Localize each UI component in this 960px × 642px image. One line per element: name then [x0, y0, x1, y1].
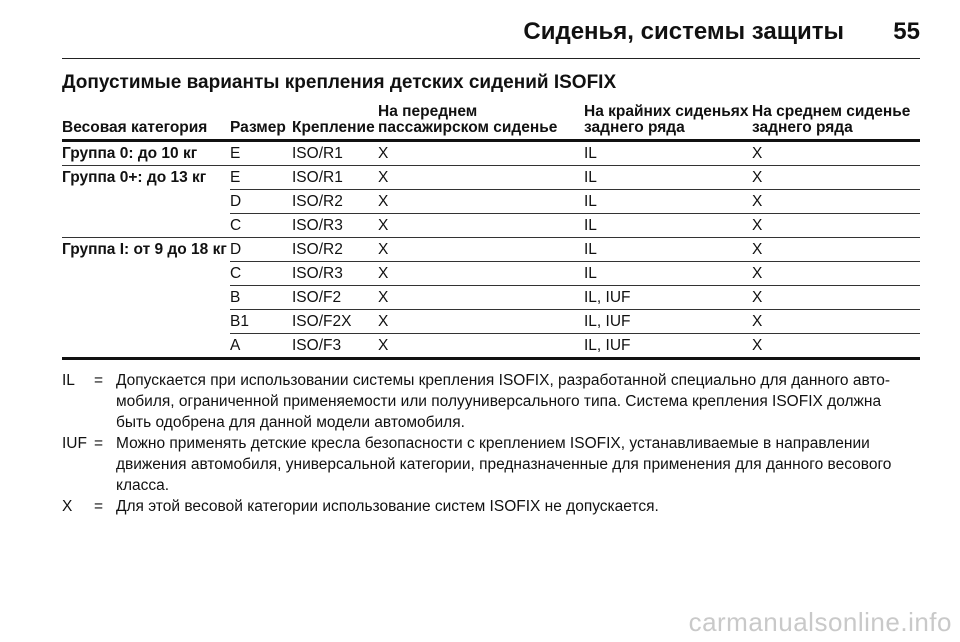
fixture-type: ISO/R2 [292, 190, 378, 214]
fixture-type: ISO/R1 [292, 166, 378, 190]
legend-item-iuf [62, 433, 920, 496]
table-row [62, 141, 920, 166]
fixture-type: ISO/R3 [292, 214, 378, 238]
section-title: Допустимые варианты крепления детских сидений ISOFIX [62, 72, 617, 93]
rear-outer-value: IL, IUF [584, 310, 752, 334]
table-row [62, 238, 920, 262]
rear-outer-value: IL, IUF [584, 334, 752, 359]
legend-description: Для этой весовой категории использование систем ISOFIX не допускается. [116, 498, 659, 515]
rear-outer-value: IL [584, 262, 752, 286]
legend-item-il [62, 370, 920, 433]
column-header-rear-outer: На крайних сиденьях заднего ряда [584, 104, 752, 141]
rear-center-value: X [752, 166, 920, 190]
table-row [62, 262, 920, 286]
legend-term: IL [62, 372, 75, 389]
rear-center-value: X [752, 310, 920, 334]
rear-center-value: X [752, 190, 920, 214]
table-header-row [62, 104, 920, 141]
weight-group [62, 262, 230, 286]
rear-outer-value: IL [584, 214, 752, 238]
column-header-front-seat: На переднем пассажирском сиденье [378, 104, 584, 141]
page-number: 55 [893, 18, 920, 45]
size-class: D [230, 238, 292, 262]
legend-equals: = [94, 498, 104, 515]
weight-group: Группа 0: до 10 кг [62, 141, 230, 166]
legend-description: Можно применять детские кресла безопасности с креплением ISOFIX, устанавливаемые в направлении движения автомобиля, универсальной категории, предназначенные для применения для данного весового класса. [116, 435, 892, 494]
column-header-weight: Весовая категория [62, 104, 230, 141]
isofix-table [62, 104, 920, 360]
legend-equals: = [94, 435, 104, 452]
legend-item-x [62, 496, 920, 517]
size-class: E [230, 141, 292, 166]
front-seat-value: X [378, 190, 584, 214]
rear-center-value: X [752, 286, 920, 310]
legend-term: IUF [62, 435, 87, 452]
rear-center-value: X [752, 238, 920, 262]
front-seat-value: X [378, 334, 584, 359]
weight-group [62, 286, 230, 310]
size-class: C [230, 262, 292, 286]
column-header-size: Размер [230, 104, 292, 141]
column-header-rear-center: На среднем сиденье заднего ряда [752, 104, 920, 141]
weight-group [62, 190, 230, 214]
table-row [62, 310, 920, 334]
size-class: A [230, 334, 292, 359]
column-header-fixture: Крепление [292, 104, 378, 141]
header-title: Сиденья, системы защиты [523, 18, 844, 45]
legend [62, 370, 920, 517]
fixture-type: ISO/R1 [292, 141, 378, 166]
size-class: B [230, 286, 292, 310]
weight-group [62, 310, 230, 334]
front-seat-value: X [378, 214, 584, 238]
table-row [62, 190, 920, 214]
fixture-type: ISO/F2 [292, 286, 378, 310]
rear-center-value: X [752, 334, 920, 359]
rear-outer-value: IL, IUF [584, 286, 752, 310]
table-row [62, 286, 920, 310]
fixture-type: ISO/F2X [292, 310, 378, 334]
fixture-type: ISO/F3 [292, 334, 378, 359]
rear-outer-value: IL [584, 238, 752, 262]
legend-description: Допускается при использовании системы крепления ISOFIX, разработанной специально для данного авто-мобиля, ограниченной применяемости или полууниверсального типа. Система крепления ISOFIX должна быть одобрена для данной модели автомобиля. [116, 372, 891, 431]
table-row [62, 214, 920, 238]
fixture-type: ISO/R3 [292, 262, 378, 286]
size-class: E [230, 166, 292, 190]
front-seat-value: X [378, 166, 584, 190]
rear-outer-value: IL [584, 141, 752, 166]
rear-center-value: X [752, 262, 920, 286]
front-seat-value: X [378, 141, 584, 166]
front-seat-value: X [378, 310, 584, 334]
weight-group: Группа I: от 9 до 18 кг [62, 241, 227, 259]
rear-center-value: X [752, 214, 920, 238]
front-seat-value: X [378, 238, 584, 262]
watermark: carmanualsonline.info [688, 607, 952, 637]
rear-outer-value: IL [584, 166, 752, 190]
front-seat-value: X [378, 286, 584, 310]
size-class: D [230, 190, 292, 214]
rear-outer-value: IL [584, 190, 752, 214]
weight-group [62, 214, 230, 238]
legend-equals: = [94, 372, 104, 389]
size-class: C [230, 214, 292, 238]
weight-group: Группа 0+: до 13 кг [62, 169, 207, 187]
weight-group [62, 334, 230, 359]
table-row [62, 166, 920, 190]
table-row [62, 334, 920, 359]
fixture-type: ISO/R2 [292, 238, 378, 262]
front-seat-value: X [378, 262, 584, 286]
page-header [62, 14, 920, 59]
legend-term: X [62, 498, 73, 515]
rear-center-value: X [752, 141, 920, 166]
size-class: B1 [230, 310, 292, 334]
